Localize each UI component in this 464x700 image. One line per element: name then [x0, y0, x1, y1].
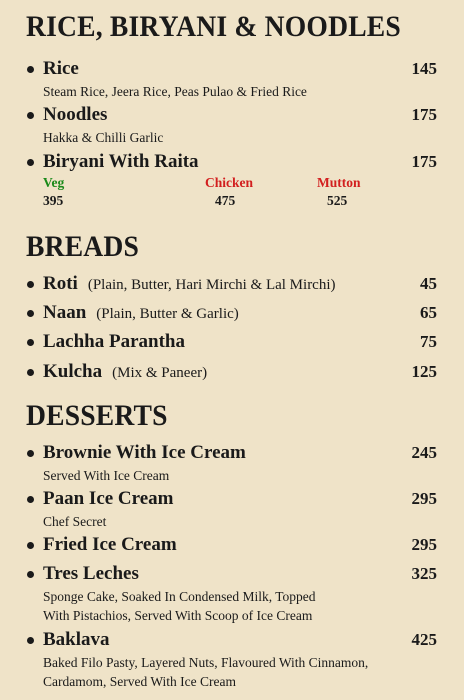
- item-description: Steam Rice, Jeera Rice, Peas Pulao & Fried Rice: [43, 84, 307, 99]
- item-description: Hakka & Chilli Garlic: [43, 130, 164, 145]
- biryani-variants: [43, 174, 373, 210]
- item-price: 65: [420, 303, 437, 322]
- item-price: 175: [411, 105, 437, 124]
- bullet-icon: [27, 496, 34, 503]
- bullet-icon: [27, 542, 34, 549]
- item-price: 245: [411, 443, 437, 462]
- item-price: 75: [420, 332, 437, 351]
- item-description: [43, 587, 437, 625]
- bullet-icon: [27, 112, 34, 119]
- item-name: Biryani With Raita: [43, 151, 199, 172]
- menu-item-noodles: [27, 104, 437, 147]
- variant-chicken: [205, 174, 253, 210]
- item-name: Brownie With Ice Cream: [43, 442, 246, 463]
- menu-item-roti: [27, 273, 437, 295]
- variant-price: 475: [215, 193, 236, 208]
- item-name: Kulcha (Mix & Paneer): [43, 361, 208, 382]
- menu-item-baklava: [27, 629, 437, 691]
- item-price: 325: [411, 564, 437, 583]
- item-price: 295: [411, 535, 437, 554]
- item-name: Tres Leches: [43, 563, 139, 584]
- item-price: 45: [420, 274, 437, 293]
- variant-price: 395: [43, 193, 64, 208]
- bullet-icon: [27, 450, 34, 457]
- menu-item-kulcha: [27, 361, 437, 383]
- menu-item-brownie: [27, 442, 437, 485]
- item-name: Fried Ice Cream: [43, 534, 177, 555]
- item-note: (Plain, Butter, Hari Mirchi & Lal Mirchi): [87, 277, 336, 293]
- section-title-breads: BREADS: [26, 230, 140, 263]
- item-price: 125: [411, 362, 437, 381]
- item-name: Lachha Parantha: [43, 331, 185, 352]
- item-note: (Plain, Butter & Garlic): [96, 306, 239, 322]
- item-description: Chef Secret: [43, 514, 107, 529]
- item-name: Baklava: [43, 629, 110, 650]
- section-title-rice-biryani-noodles: RICE, BIRYANI & NOODLES: [26, 10, 401, 43]
- variant-mutton: [317, 174, 361, 210]
- variant-veg: [43, 174, 64, 210]
- bullet-icon: [27, 339, 34, 346]
- bullet-icon: [27, 159, 34, 166]
- menu-item-lachha-parantha: [27, 331, 437, 353]
- menu-item-rice: [27, 58, 437, 101]
- variant-price: 525: [327, 193, 348, 208]
- item-description-line: Cardamom, Served With Ice Cream: [43, 674, 237, 689]
- section-title-desserts: DESSERTS: [26, 399, 168, 432]
- item-name: Rice: [43, 58, 79, 79]
- bullet-icon: [27, 281, 34, 288]
- menu-item-biryani: [27, 151, 437, 173]
- menu-item-tres-leches: [27, 563, 437, 625]
- item-description: Served With Ice Cream: [43, 468, 170, 483]
- item-price: 175: [411, 152, 437, 171]
- item-name: Paan Ice Cream: [43, 488, 174, 509]
- bullet-icon: [27, 369, 34, 376]
- item-description-line: Baked Filo Pasty, Layered Nuts, Flavoured With Cinnamon,: [43, 655, 369, 670]
- item-price: 425: [411, 630, 437, 649]
- item-note: (Mix & Paneer): [112, 365, 208, 381]
- variant-label: Chicken: [205, 175, 254, 190]
- item-name: Naan (Plain, Butter & Garlic): [43, 302, 239, 323]
- menu-item-paan-ice-cream: [27, 488, 437, 531]
- bullet-icon: [27, 310, 34, 317]
- item-price: 295: [411, 489, 437, 508]
- item-description-line: Sponge Cake, Soaked In Condensed Milk, Topped: [43, 589, 316, 604]
- bullet-icon: [27, 66, 34, 73]
- bullet-icon: [27, 637, 34, 644]
- item-name: Roti (Plain, Butter, Hari Mirchi & Lal Mirchi): [43, 273, 336, 294]
- variant-label: Mutton: [317, 175, 361, 190]
- menu-item-fried-ice-cream: [27, 534, 437, 556]
- item-description-line: With Pistachios, Served With Scoop of Ice Cream: [43, 608, 313, 623]
- item-price: 145: [411, 59, 437, 78]
- variant-label: Veg: [43, 175, 65, 190]
- item-description: [43, 653, 437, 691]
- menu-item-naan: [27, 302, 437, 324]
- bullet-icon: [27, 571, 34, 578]
- item-name: Noodles: [43, 104, 108, 125]
